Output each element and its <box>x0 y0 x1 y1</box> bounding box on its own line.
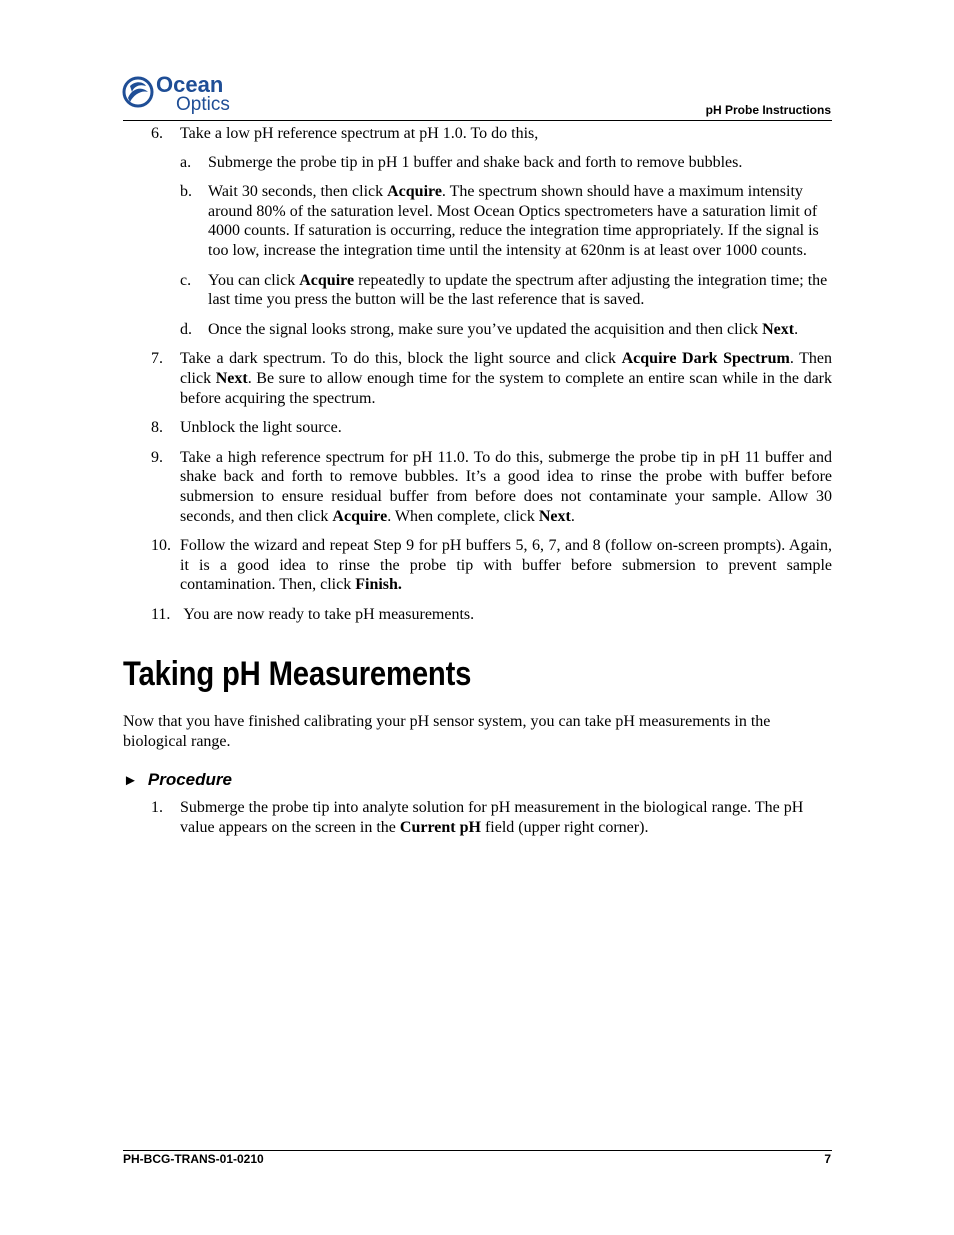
step-number: 10. <box>151 537 171 555</box>
step-text: You are now ready to take pH measurements. <box>180 605 475 623</box>
substep-b <box>123 182 832 260</box>
text-run: field (upper right corner). <box>480 818 649 836</box>
bold-next: Next <box>538 507 571 525</box>
footer-page-number: 7 <box>824 1152 831 1166</box>
bold-acquire: Acquire <box>387 183 442 201</box>
text-run: Once the signal looks strong, make sure you’ve updated the acquisition and then click <box>208 320 763 338</box>
text-run: Submerge the probe tip into analyte solution for pH measurement in the biological range. The pH value appears on the screen in the <box>180 799 804 836</box>
substep-letter: c. <box>180 271 192 289</box>
bold-acquire: Acquire <box>299 271 355 289</box>
step-text: Take a low pH reference spectrum at pH 1.0. To do this, <box>180 125 539 142</box>
step-number: 7. <box>151 350 163 368</box>
section-heading-wrap <box>123 654 832 694</box>
step-9 <box>123 448 832 526</box>
step-7 <box>123 349 832 408</box>
step-number: 1. <box>151 799 163 817</box>
step-number: 11. <box>151 605 171 623</box>
ocean-optics-logo-mark <box>122 70 240 116</box>
header-divider <box>123 120 832 121</box>
step-text <box>180 536 832 595</box>
bold-next: Next <box>215 369 248 387</box>
substep-text <box>208 271 832 310</box>
substep-text <box>208 182 832 260</box>
text-run: . When complete, click <box>387 507 539 525</box>
step-11 <box>123 605 832 625</box>
bold-next: Next <box>762 320 795 338</box>
step-text <box>180 349 832 408</box>
header-title: pH Probe Instructions <box>705 103 831 117</box>
substep-letter: d. <box>180 320 192 338</box>
text-run: . The spectrum shown should have a maximum intensity around 80% of the saturation level. Most Ocean Optics spectrometers have a saturation limit of 4000 counts. If saturation is occurring, reduce the integration time appropriately. If the signal is too low, increase the integration time until the intensity at 620nm is at least over 1000 counts. <box>208 183 819 259</box>
footer-divider <box>123 1150 832 1151</box>
step-8 <box>123 418 832 438</box>
substep-letter: b. <box>180 183 192 201</box>
step-number: 6. <box>151 125 163 142</box>
step-text: Unblock the light source. <box>180 419 342 437</box>
bold-finish: Finish. <box>355 576 402 594</box>
text-run: Take a dark spectrum. To do this, block the light source and click <box>180 350 622 368</box>
text-run: Follow the wizard and repeat Step 9 for pH buffers 5, 6, 7, and 8 (follow on-screen prompts). Again, it is a good idea to rinse the probe tip with buffer before submersion to prevent sample contamination. Then, click <box>180 537 832 594</box>
procedure-label: Procedure <box>147 769 232 789</box>
step-10 <box>123 536 832 595</box>
text-run: Wait 30 seconds, then click <box>208 183 388 201</box>
text-run: . <box>570 507 575 525</box>
ocean-optics-logo <box>122 70 240 116</box>
procedure-heading <box>123 770 832 791</box>
section-heading: Taking pH Measurements <box>123 655 472 694</box>
bold-current-ph: Current pH <box>399 818 481 836</box>
step-number: 8. <box>151 419 163 437</box>
text-run: repeatedly to update the spectrum after adjusting the integration time; the last time you press the button will be the last reference that is saved. <box>208 271 828 309</box>
substep-text: Submerge the probe tip in pH 1 buffer and shake back and forth to remove bubbles. <box>208 153 743 171</box>
step-text <box>180 448 832 526</box>
step-number: 9. <box>151 448 163 466</box>
text-run: Take a high reference spectrum for pH 11.0. To do this, submerge the probe tip in pH 11 buffer and shake back and forth to remove bubbles. It’s a good idea to rinse the probe with buffer before submersion to ensure residual buffer from before does not contaminate your sample. Allow 30 seconds, and then click <box>180 448 832 525</box>
substep-d <box>123 320 832 340</box>
substep-letter: a. <box>180 153 192 171</box>
text-run: . Then click <box>180 350 833 387</box>
substep-c <box>123 271 832 310</box>
page-content <box>123 123 832 837</box>
logo-word-ocean: Ocean <box>156 72 224 97</box>
section-intro: Now that you have finished calibrating your pH sensor system, you can take pH measurements in the biological range. <box>123 713 771 751</box>
text-run: . Be sure to allow enough time for the system to complete an entire scan while in the dark before acquiring the spectrum. <box>180 369 833 407</box>
text-run: . <box>794 320 799 338</box>
bold-acquire: Acquire <box>332 507 388 525</box>
bold-acquire-dark-spectrum: Acquire Dark Spectrum <box>621 350 790 368</box>
step-text <box>180 798 832 837</box>
footer-doc-id: PH-BCG-TRANS-01-0210 <box>123 1152 264 1166</box>
substep-text <box>208 320 832 340</box>
arrow-right-icon: ► <box>123 771 138 789</box>
text-run: You can click <box>208 271 300 289</box>
logo-word-optics: Optics <box>176 94 230 115</box>
substep-a <box>123 153 832 173</box>
step-6 <box>123 124 832 144</box>
procedure-step-1 <box>123 798 832 837</box>
